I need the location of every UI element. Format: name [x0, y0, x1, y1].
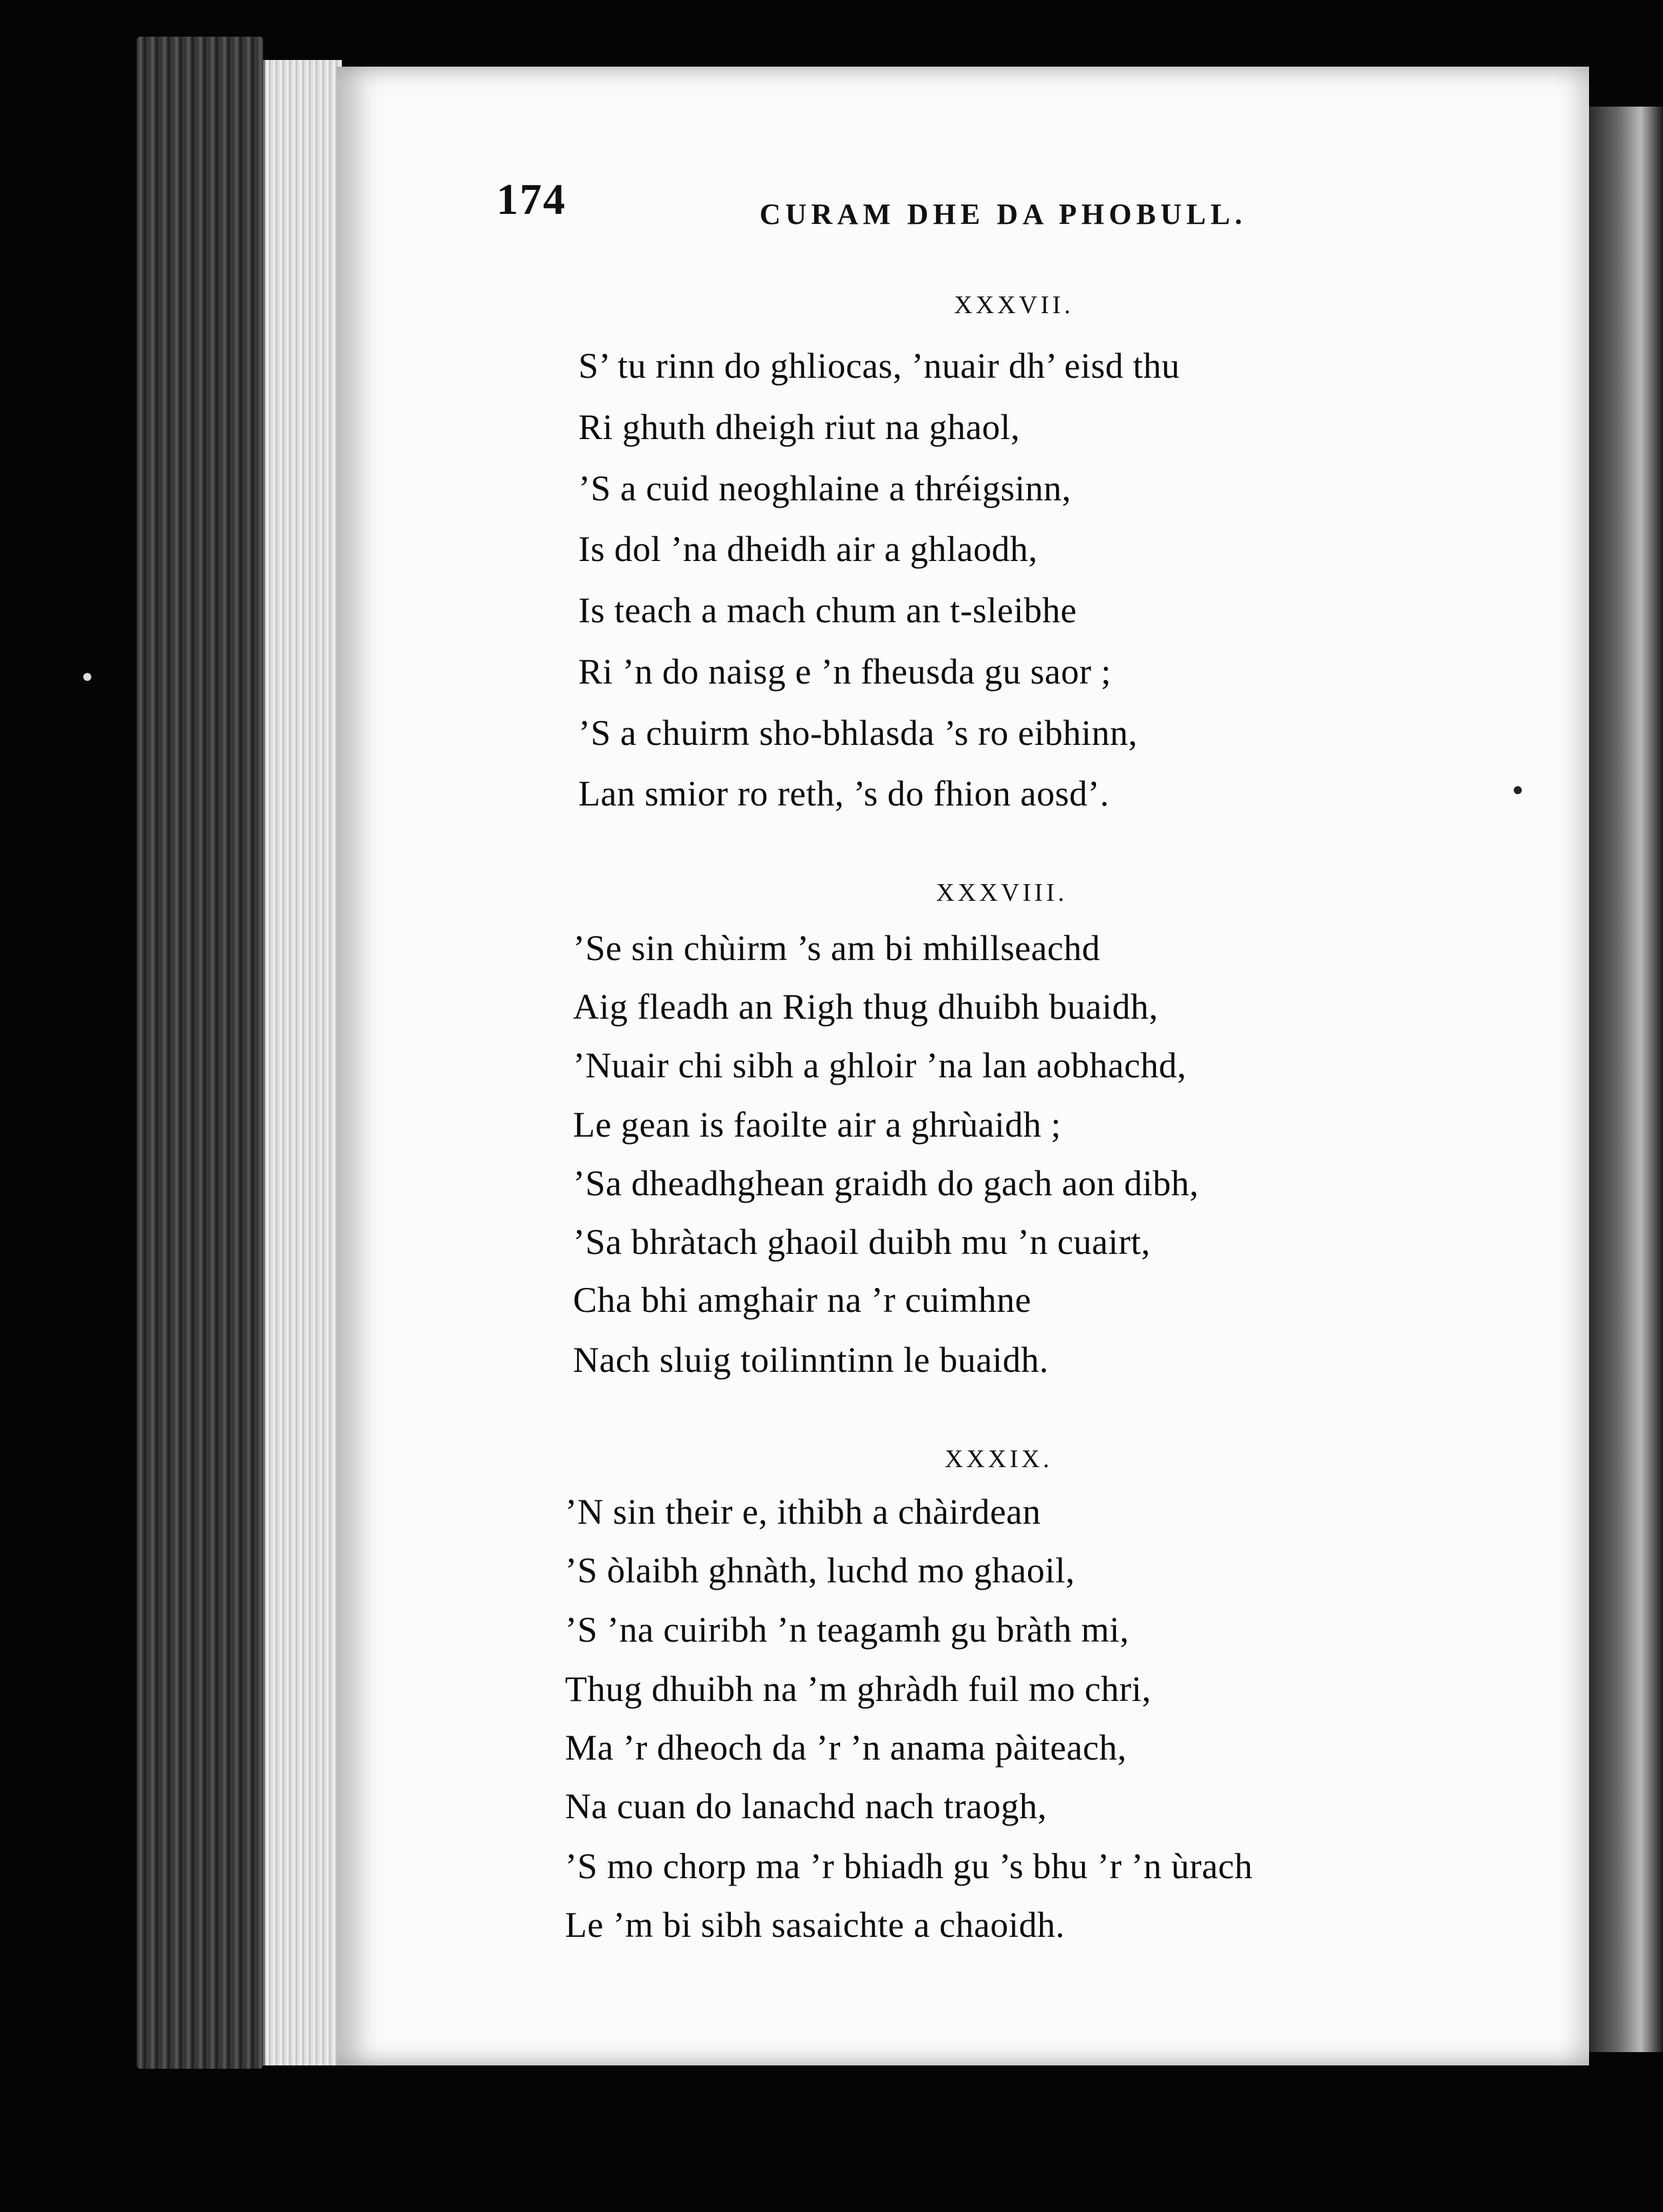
- verse-line: Cha bhi amghair na ’r cuimhne: [573, 1280, 1031, 1320]
- page-number: 174: [496, 175, 566, 224]
- ink-speck: [1514, 786, 1522, 794]
- verse-line: Ri ghuth dheigh riut na ghaol,: [578, 407, 1020, 447]
- verse-line: ’S òlaibh ghnàth, luchd mo ghaoil,: [565, 1550, 1075, 1590]
- verse-line: ’S a cuid neoghlaine a thréigsinn,: [578, 468, 1071, 508]
- dust-speck: [83, 673, 91, 681]
- stanza-numeral: XXXVIII.: [936, 879, 1068, 907]
- verse-line: ’Se sin chùirm ’s am bi mhillseachd: [573, 928, 1101, 968]
- page-edges: [263, 60, 342, 2065]
- verse-line: Le ’m bi sibh sasaichte a chaoidh.: [565, 1905, 1065, 1945]
- verse-line: Le gean is faoilte air a ghrùaidh ;: [573, 1105, 1061, 1145]
- verse-line: Ma ’r dheoch da ’r ’n anama pàiteach,: [565, 1728, 1127, 1768]
- book-spine-edges: [137, 37, 263, 2069]
- stanza-numeral: XXXVII.: [954, 291, 1074, 319]
- verse-line: Thug dhuibh na ’m ghràdh fuil mo chri,: [565, 1669, 1151, 1709]
- verse-line: ’N sin their e, ithibh a chàirdean: [565, 1492, 1041, 1532]
- verse-line: ’Nuair chi sibh a ghloir ’na lan aobhachd,: [573, 1045, 1187, 1085]
- verse-line: Nach sluig toilinntinn le buaidh.: [573, 1340, 1049, 1380]
- verse-line: ’S ’na cuiribh ’n teagamh gu bràth mi,: [565, 1610, 1129, 1650]
- verse-line: ’Sa dheadhghean graidh do gach aon dibh,: [573, 1163, 1199, 1203]
- verse-line: ’Sa bhràtach ghaoil duibh mu ’n cuairt,: [573, 1222, 1151, 1262]
- verse-line: Is dol ’na dheidh air a ghlaodh,: [578, 529, 1038, 569]
- running-title: CURAM DHE DA PHOBULL.: [760, 198, 1247, 231]
- verse-line: Lan smior ro reth, ’s do fhion aosd’.: [578, 774, 1109, 814]
- verse-line: ’S a chuirm sho-bhlasda ’s ro eibhinn,: [578, 713, 1138, 753]
- stanza-numeral: XXXIX.: [945, 1445, 1053, 1473]
- verse-line: Aig fleadh an Righ thug dhuibh buaidh,: [573, 987, 1159, 1027]
- verse-line: Is teach a mach chum an t-sleibhe: [578, 590, 1077, 630]
- facing-page-shadow: [1589, 107, 1663, 2052]
- verse-line: Ri ’n do naisg e ’n fheusda gu saor ;: [578, 652, 1111, 692]
- verse-line: ’S mo chorp ma ’r bhiadh gu ’s bhu ’r ’n ùrach: [565, 1846, 1253, 1886]
- verse-line: S’ tu rinn do ghliocas, ’nuair dh’ eisd thu: [578, 346, 1180, 386]
- verse-line: Na cuan do lanachd nach traogh,: [565, 1786, 1047, 1826]
